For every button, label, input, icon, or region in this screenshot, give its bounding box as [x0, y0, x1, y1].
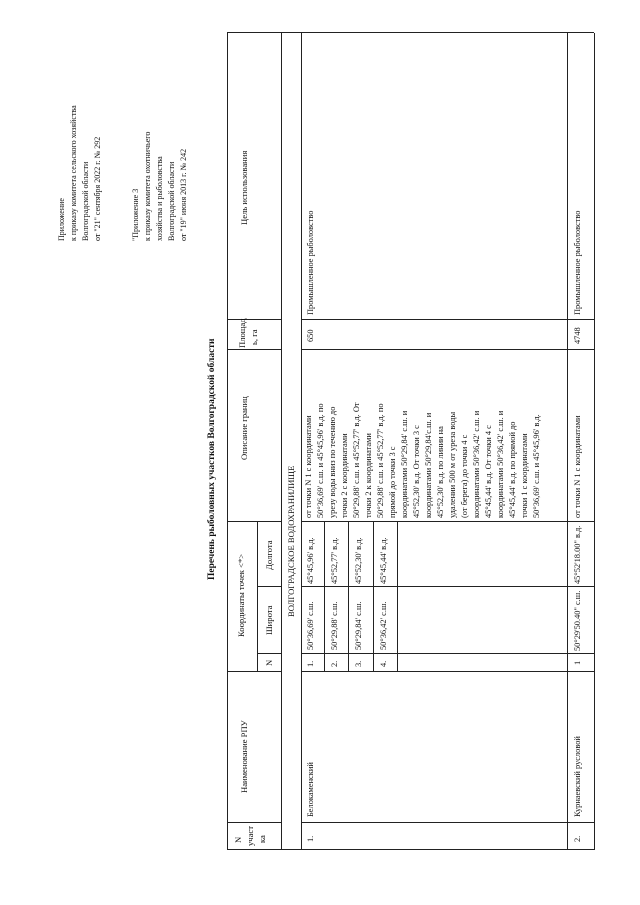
point-number: 4.	[379, 660, 388, 667]
appendix3-line: к приказу комитета охотничьего	[143, 131, 152, 241]
description-line: 50°36,69' с.ш. и 45°45,96' в.д.	[532, 414, 541, 518]
description-line: 50°29,88' с.ш. и 45°52,77' в.д. От	[352, 402, 361, 518]
description-line: прямой до точки 3 с	[388, 446, 397, 518]
description-line: координатами 50°36,42' с.ш. и	[472, 410, 481, 518]
row-purpose: Промышленное рыболовство	[573, 210, 582, 315]
description-line: точки 2 с координатами	[340, 433, 349, 518]
appendix3-line: хозяйства и рыболовства	[155, 156, 164, 241]
row-area: 4748	[573, 327, 582, 344]
description-line: 45°52,30' в.д. От точки 3 с	[412, 425, 421, 518]
description-line: 50°36,69' с.ш. и 45°45,96' в.д. по	[316, 403, 325, 518]
point-number: 3.	[354, 660, 363, 667]
point-number: 2.	[330, 660, 339, 667]
appendix3-line: Волгоградской области	[167, 161, 176, 241]
header-coords: Координаты точек <*>	[236, 553, 246, 637]
description-line: урезу воды вниз по течению до	[328, 406, 337, 518]
description-line: 45°52,30' в.д. по линии на	[436, 426, 445, 518]
appendix3-line: "Приложение 3	[131, 188, 140, 241]
point-latitude: 50°29'50.40" с.ш.	[573, 590, 582, 651]
header-point-n: N	[264, 659, 274, 666]
appendix-line: Волгоградской области	[81, 161, 90, 241]
point-number: 1.	[306, 660, 315, 667]
row-number: 1.	[306, 835, 315, 842]
header-area-line: Площад	[237, 318, 247, 348]
description-line: 45°45,44' в.д. по прямой до	[508, 421, 517, 518]
section-title: ВОЛГОГРАДСКОЕ ВОДОХРАНИЛИЩЕ	[286, 465, 296, 617]
row-area: 650	[306, 329, 315, 342]
header-area-line: ь, га	[249, 329, 259, 345]
header-num-line: ка	[257, 835, 267, 843]
point-longitude: 45°45,44' в.д.	[379, 537, 388, 584]
header-lon: Долгота	[264, 540, 274, 570]
description-line: (от берега) до точки 4 с	[460, 434, 469, 518]
row-name: Курнаевский русловой	[573, 736, 582, 817]
description-line: 45°45,44' в.д. От точки 4 с	[484, 425, 493, 518]
row-name: Белокаменский	[306, 762, 315, 817]
point-longitude: 45°45,96' в.д.	[306, 537, 315, 584]
row-number: 2.	[573, 835, 582, 842]
description-line: точки 2 к координатами	[364, 433, 373, 518]
point-latitude: 50°29,84' с.ш.	[354, 601, 363, 650]
description-line: координатами 50°36,42' с.ш. и	[496, 410, 505, 518]
appendix-line: Приложение	[57, 198, 66, 241]
description-line: 50°29,88' с.ш. и 45°52,77' в.д. по	[376, 403, 385, 518]
document-title: Перечень рыболовных участков Волгоградской области	[207, 338, 217, 580]
point-latitude: 50°29,88' с.ш.	[330, 601, 339, 650]
description-line: точки 1 с координатами	[520, 433, 529, 518]
header-num-line: участ	[245, 825, 255, 846]
description-line: от точки N 1 с координатами	[573, 415, 582, 518]
description-line: удалении 500 м от уреза воды	[448, 411, 457, 518]
header-name: Наименование РПУ	[239, 720, 249, 793]
point-longitude: 45°52,30' в.д.	[354, 537, 363, 584]
header-desc: Описание границ	[239, 396, 249, 460]
header-num-line: N	[233, 836, 243, 843]
description-line: координатами 50°29,84' с.ш. и	[400, 410, 409, 518]
header-use: Цель использования	[239, 150, 249, 225]
point-latitude: 50°36,69' с.ш.	[306, 601, 315, 650]
appendix-line: к приказу комитета сельского хозяйства	[69, 105, 78, 241]
point-number: 1	[573, 660, 582, 665]
header-lat: Широта	[264, 605, 274, 635]
point-latitude: 50°36,42' с.ш.	[379, 601, 388, 650]
point-longitude: 45°52,77' в.д.	[330, 537, 339, 584]
row-purpose: Промышленное рыболовство	[306, 210, 315, 315]
description-line: координатами 50°29,84'с.ш. и	[424, 412, 433, 518]
appendix3-line: от "19" июня 2013 г. № 242	[179, 148, 188, 241]
point-longitude: 45°52'18.00" в.д.	[573, 525, 582, 584]
appendix-line: от "21" сентября 2022 г. № 292	[93, 136, 102, 241]
description-line: от точки N 1 с координатами	[304, 415, 313, 518]
